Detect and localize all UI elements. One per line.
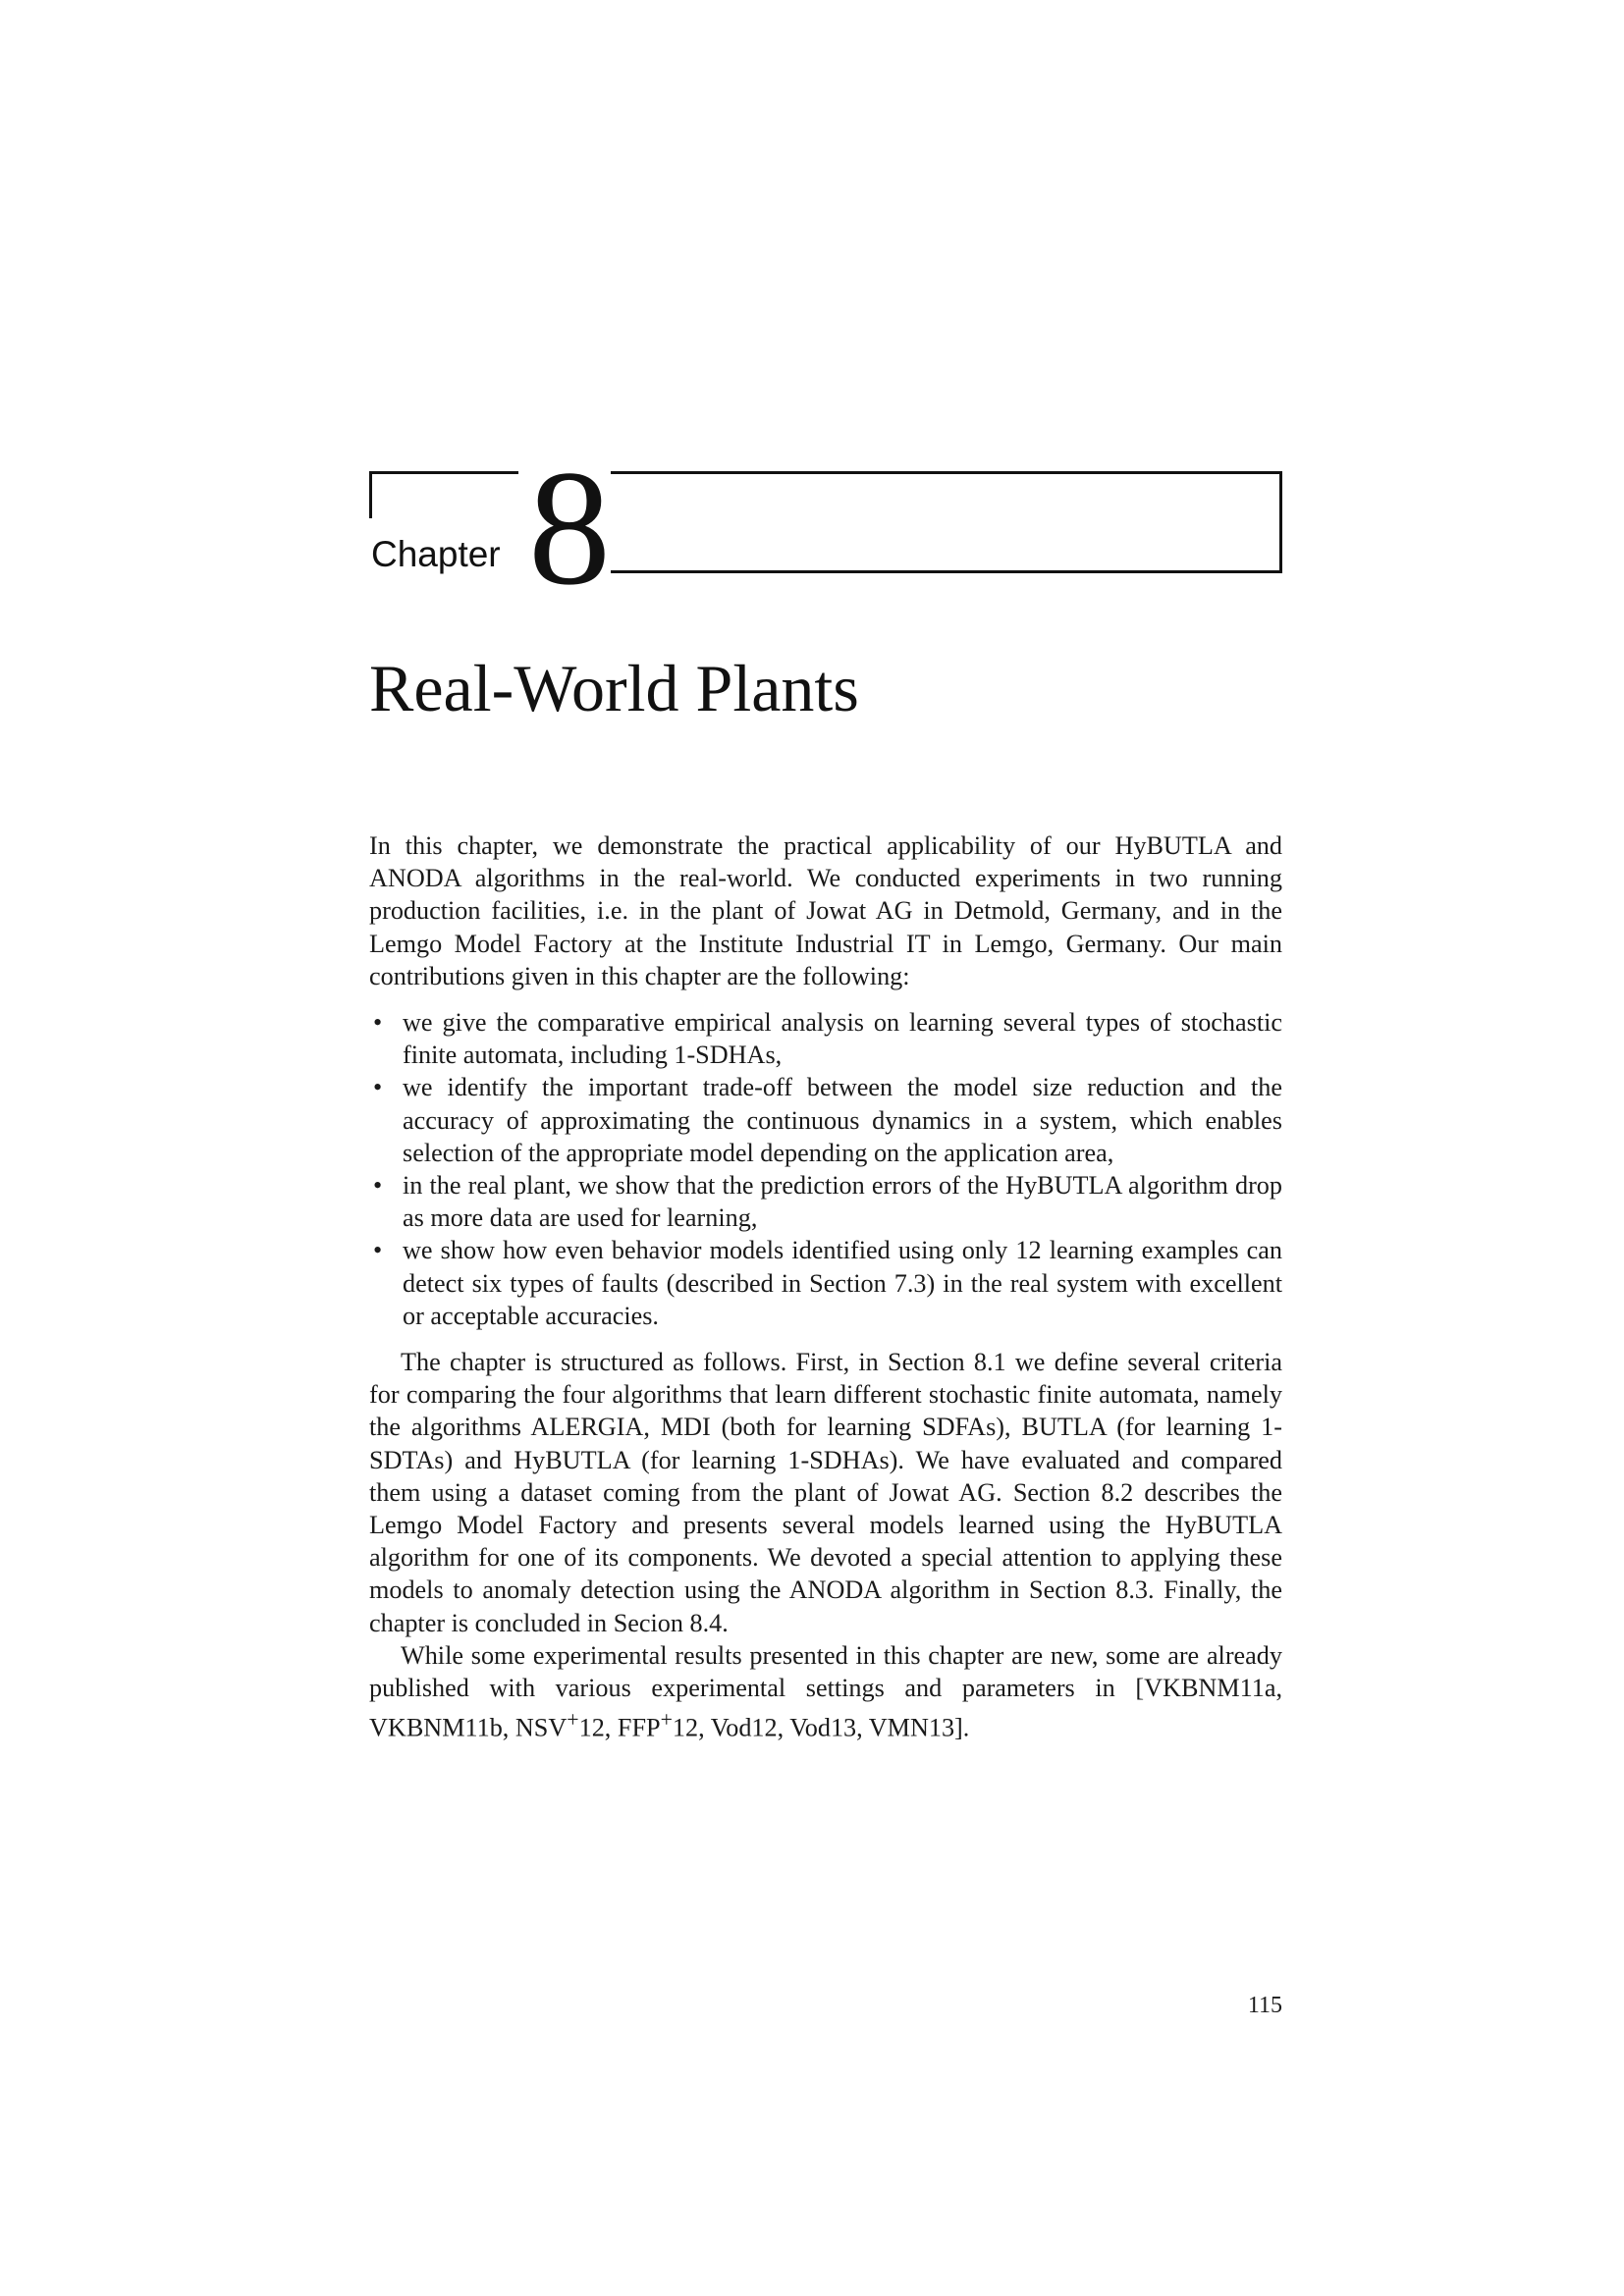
chapter-body <box>369 829 1282 1744</box>
list-item <box>369 1071 1282 1169</box>
header-rule-top <box>611 471 1282 474</box>
contributions-list <box>369 1006 1282 1332</box>
published-text-start: While some experimental results presented in this chapter are new, some are already published with various experimental settings and parameters in [VKBNM11a, VKBNM11b, NSV <box>369 1640 1282 1743</box>
published-text-end: 12, Vod12, Vod13, VMN13]. <box>672 1714 970 1743</box>
bullet-icon: • <box>373 1171 383 1201</box>
published-paragraph <box>369 1639 1282 1744</box>
list-item-text: we identify the important trade-off between the model size reduction and the accuracy of approximating the continuous dynamics in a system, which enables selection of the appropriate model depending on the application area, <box>403 1073 1282 1167</box>
chapter-title: Real-World Plants <box>369 651 859 725</box>
published-text-middle: 12, FFP <box>578 1714 661 1743</box>
list-item-text: we give the comparative empirical analysis on learning several types of stochastic finite automata, including 1-SDHAs, <box>403 1008 1282 1070</box>
bullet-icon: • <box>373 1073 383 1102</box>
bullet-icon: • <box>373 1008 383 1038</box>
list-item-text: we show how even behavior models identified using only 12 learning examples can detect six types of faults (described in Section 7.3) in the real system with excellent or acceptable accuracies. <box>403 1236 1282 1330</box>
intro-paragraph: In this chapter, we demonstrate the practical applicability of our HyBUTLA and ANODA algorithms in the real-world. We conducted experiments in two running production facilities, i.e. in the plant of Jowat AG in Detmold, Germany, and in the Lemgo Model Factory at the Institute Industrial IT in Lemgo, Germany. Our main contributions given in this chapter are the following: <box>369 831 1282 990</box>
chapter-number: 8 <box>528 437 611 619</box>
list-item <box>369 1234 1282 1332</box>
list-item <box>369 1006 1282 1071</box>
page-number: 115 <box>1247 1993 1282 2018</box>
header-rule-right-vertical <box>1279 471 1282 573</box>
bullet-icon: • <box>373 1236 383 1265</box>
chapter-label: Chapter <box>371 534 501 574</box>
header-rule-left-top <box>369 471 518 474</box>
list-item-text: in the real plant, we show that the prediction errors of the HyBUTLA algorithm drop as more data are used for learning, <box>403 1171 1282 1233</box>
header-rule-left-vertical <box>369 471 372 518</box>
superscript-plus: + <box>660 1708 673 1733</box>
superscript-plus: + <box>567 1708 579 1733</box>
chapter-header <box>369 437 1282 619</box>
list-item <box>369 1169 1282 1234</box>
structure-paragraph: The chapter is structured as follows. First, in Section 8.1 we define several criteria for comparing the four algorithms that learn different stochastic finite automata, namely the algorithms ALERGIA, MDI (both for learning SDFAs), BUTLA (for learning 1-SDTAs) and HyBUTLA (for learning 1-SDHAs). We have evaluated and compared them using a dataset coming from the plant of Jowat AG. Section 8.2 describes the Lemgo Model Factory and presents several models learned using the HyBUTLA algorithm for one of its components. We devoted a special attention to applying these models to anomaly detection using the ANODA algorithm in Section 8.3. Finally, the chapter is concluded in Secion 8.4. <box>369 1348 1282 1637</box>
header-rule-bottom <box>611 570 1282 573</box>
